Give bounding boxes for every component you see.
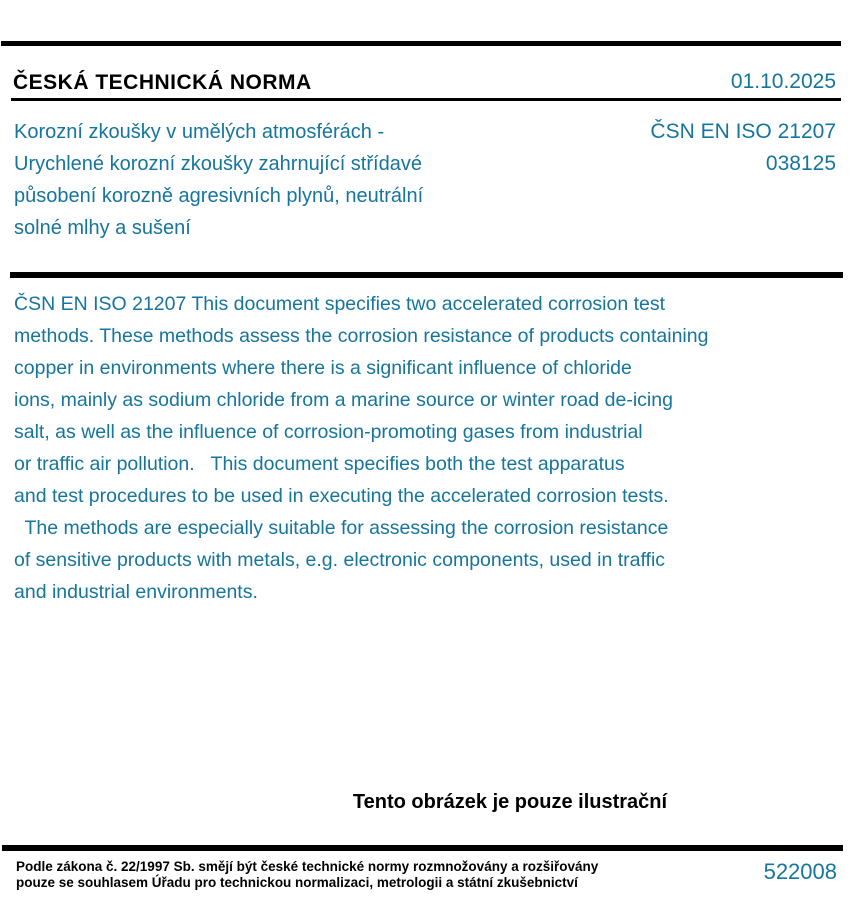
abstract-line: salt, as well as the influence of corrosion-promoting gases from industrial [14, 421, 643, 443]
abstract-line: ČSN EN ISO 21207 This document specifies two accelerated corrosion test [14, 293, 666, 315]
abstract-line: ions, mainly as sodium chloride from a marine source or winter road de-icing [14, 389, 673, 411]
abstract-line: of sensitive products with metals, e.g. electronic components, used in traffic [14, 549, 666, 571]
footer-rule [2, 845, 843, 851]
standard-class-number: 038125 [765, 152, 836, 175]
standard-designation: ČSN EN ISO 21207 [650, 120, 836, 143]
top-rule [1, 41, 841, 46]
abstract-line: and test procedures to be used in executing the accelerated corrosion tests. [14, 485, 669, 507]
page-title: ČESKÁ TECHNICKÁ NORMA [13, 71, 312, 94]
abstract-line: methods. These methods assess the corrosion resistance of products containing [14, 325, 709, 347]
order-number: 522008 [763, 859, 837, 884]
legal-notice-line: Podle zákona č. 22/1997 Sb. smějí být české technické normy rozmnožovány a rozšiřovány [16, 859, 599, 874]
standard-title-line: Korozní zkoušky v umělých atmosférách - [14, 121, 385, 143]
standard-abstract [14, 288, 834, 608]
standard-title-line: solné mlhy a sušení [14, 217, 191, 239]
legal-notice-line: pouze se souhlasem Úřadu pro technickou normalizaci, metrologii a státní zkušebnictví [16, 875, 578, 890]
standard-codes [650, 116, 836, 180]
publication-date: 01.10.2025 [730, 70, 836, 93]
legal-notice [16, 859, 616, 891]
section-divider-rule [10, 272, 843, 278]
standard-title-line: Urychlené korozní zkoušky zahrnující střídavé [14, 153, 422, 175]
header-underline-rule [11, 98, 841, 101]
abstract-line: copper in environments where there is a significant influence of chloride [14, 357, 632, 379]
illustration-note: Tento obrázek je pouze ilustrační [352, 791, 668, 813]
abstract-line: or traffic air pollution. This document specifies both the test apparatus [14, 453, 625, 475]
abstract-line: The methods are especially suitable for assessing the corrosion resistance [14, 517, 669, 539]
abstract-line: and industrial environments. [14, 581, 258, 603]
standard-title [14, 116, 574, 244]
standard-title-line: působení korozně agresivních plynů, neutrální [14, 185, 424, 207]
